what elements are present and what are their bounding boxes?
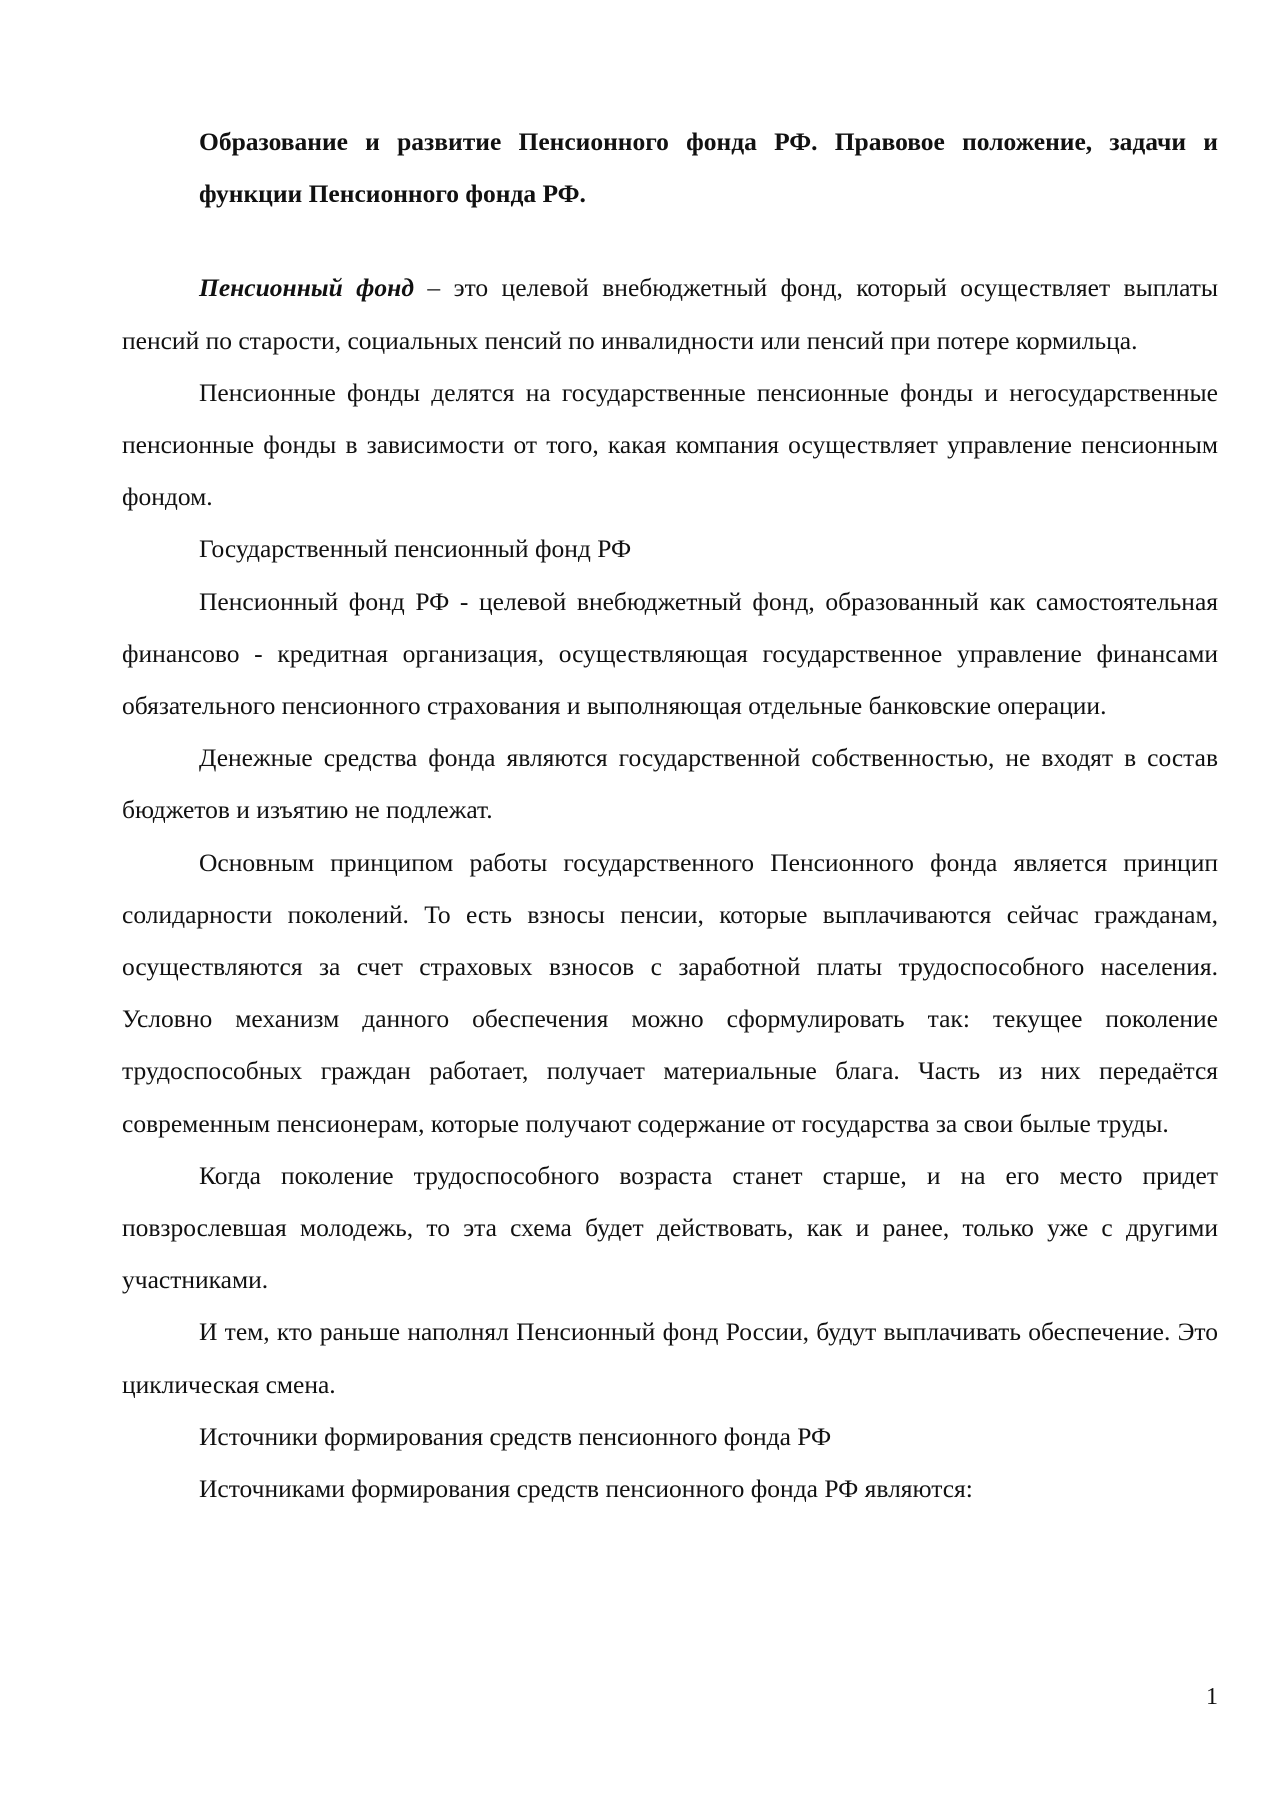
page-number: 1	[1206, 1684, 1218, 1710]
definition-paragraph	[122, 262, 1218, 366]
paragraph-fund-types: Пенсионные фонды делятся на государственные пенсионные фонды и негосударственные пенсионные фонды в зависимости от того, какая компания осуществляет управление пенсионным фондом.	[122, 377, 1218, 512]
document-body	[122, 116, 1218, 1515]
paragraph-cyclic-change: И тем, кто раньше наполнял Пенсионный фонд России, будут выплачивать обеспечение. Это циклическая смена.	[122, 1317, 1218, 1399]
subheading-funding-sources: Источники формирования средств пенсионного фонда РФ	[199, 1421, 832, 1451]
paragraph-generation-change: Когда поколение трудоспособного возраста станет старше, и на его место придет повзрослевшая молодежь, то эта схема будет действовать, как и ранее, только уже с другими участниками.	[122, 1160, 1218, 1295]
definition-term: Пенсионный фонд	[199, 273, 414, 303]
subheading-state-fund: Государственный пенсионный фонд РФ	[199, 534, 632, 564]
paragraph-funding-sources-intro: Источниками формирования средств пенсионного фонда РФ являются:	[199, 1474, 973, 1504]
document-title: Образование и развитие Пенсионного фонда РФ. Правовое положение, задачи и функции Пенсионного фонда РФ.	[199, 127, 1218, 209]
paragraph-fund-definition: Пенсионный фонд РФ - целевой внебюджетный фонд, образованный как самостоятельная финансово - кредитная организация, осуществляющая государственное управление финансами обязательного пенсионного страхования и выполняющая отдельные банковские операции.	[122, 586, 1218, 721]
paragraph-fund-property: Денежные средства фонда являются государственной собственностью, не входят в состав бюджетов и изъятию не подлежат.	[122, 743, 1218, 825]
paragraph-solidarity-principle: Основным принципом работы государственного Пенсионного фонда является принцип солидарности поколений. То есть взносы пенсии, которые выплачиваются сейчас гражданам, осуществляются за счет страховых взносов с заработной платы трудоспособного населения. Условно механизм данного обеспечения можно сформулировать так: текущее поколение трудоспособных граждан работает, получает материальные блага. Часть из них передаётся современным пенсионерам, которые получают содержание от государства за свои былые труды.	[122, 847, 1218, 1138]
definition-text: – это целевой внебюджетный фонд, который осуществляет выплаты пенсий по старости, социальных пенсий по инвалидности или пенсий при потере кормильца.	[122, 273, 1219, 355]
title-spacer	[122, 220, 1218, 262]
